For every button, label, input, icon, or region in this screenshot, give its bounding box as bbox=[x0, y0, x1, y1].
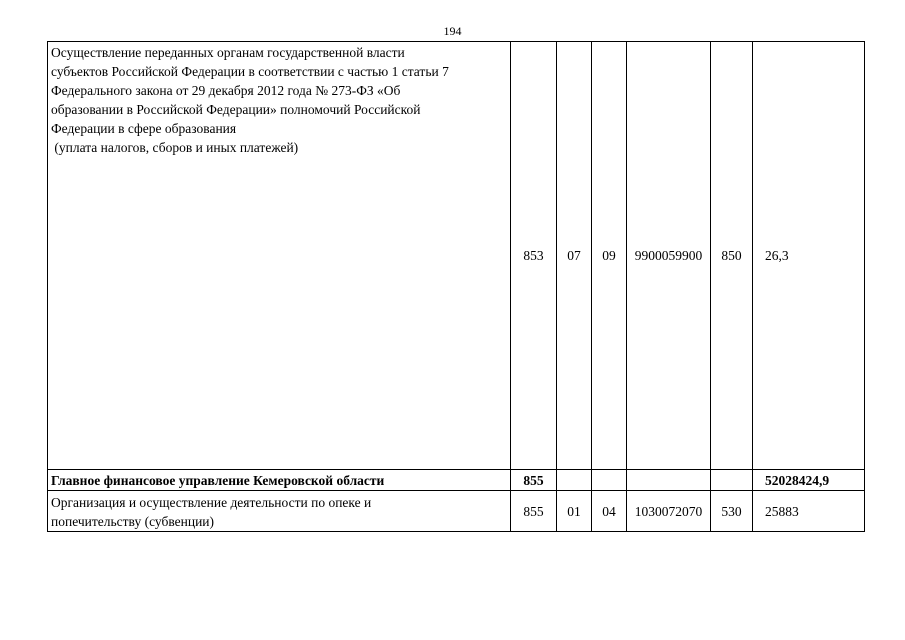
expense-name-cell bbox=[48, 470, 511, 491]
expense-name-line: Главное финансовое управление Кемеровской области bbox=[51, 473, 385, 488]
subsection-code-cell: 09 bbox=[592, 42, 627, 470]
expense-name-line: субъектов Российской Федерации в соответствии с частью 1 статьи 7 bbox=[51, 64, 449, 79]
target-article-cell bbox=[627, 470, 711, 491]
target-article-cell: 1030072070 bbox=[627, 491, 711, 532]
expense-name-line: Федерального закона от 29 декабря 2012 года № 273-ФЗ «Об bbox=[51, 83, 401, 98]
table-row bbox=[48, 42, 865, 470]
expense-name-line: Осуществление переданных органам государственной власти bbox=[51, 45, 405, 60]
page-number: 194 bbox=[443, 24, 462, 38]
ministry-code-cell: 855 bbox=[511, 491, 557, 532]
subsection-code-cell bbox=[592, 470, 627, 491]
expense-name-cell bbox=[48, 491, 511, 532]
expense-type-cell: 530 bbox=[711, 491, 753, 532]
expense-name-line: (уплата налогов, сборов и иных платежей) bbox=[51, 140, 299, 155]
expense-name-line: Федерации в сфере образования bbox=[51, 121, 237, 136]
budget-table bbox=[47, 41, 865, 532]
table-row bbox=[48, 491, 865, 532]
section-code-cell bbox=[557, 470, 592, 491]
amount-cell: 25883 bbox=[753, 491, 865, 532]
target-article-cell: 9900059900 bbox=[627, 42, 711, 470]
amount-cell: 26,3 bbox=[753, 42, 865, 470]
section-code-cell: 01 bbox=[557, 491, 592, 532]
expense-type-cell: 850 bbox=[711, 42, 753, 470]
expense-name-cell bbox=[48, 42, 511, 470]
expense-name-line: образовании в Российской Федерации» полномочий Российской bbox=[51, 102, 421, 117]
subsection-code-cell: 04 bbox=[592, 491, 627, 532]
expense-name-line: попечительству (субвенции) bbox=[51, 513, 215, 529]
section-code-cell: 07 bbox=[557, 42, 592, 470]
ministry-code-cell: 853 bbox=[511, 42, 557, 470]
ministry-code-cell: 855 bbox=[511, 470, 557, 491]
expense-type-cell bbox=[711, 470, 753, 491]
amount-cell: 52028424,9 bbox=[753, 470, 865, 491]
expense-name-line: Организация и осуществление деятельности по опеке и bbox=[51, 494, 372, 510]
table-row bbox=[48, 470, 865, 491]
